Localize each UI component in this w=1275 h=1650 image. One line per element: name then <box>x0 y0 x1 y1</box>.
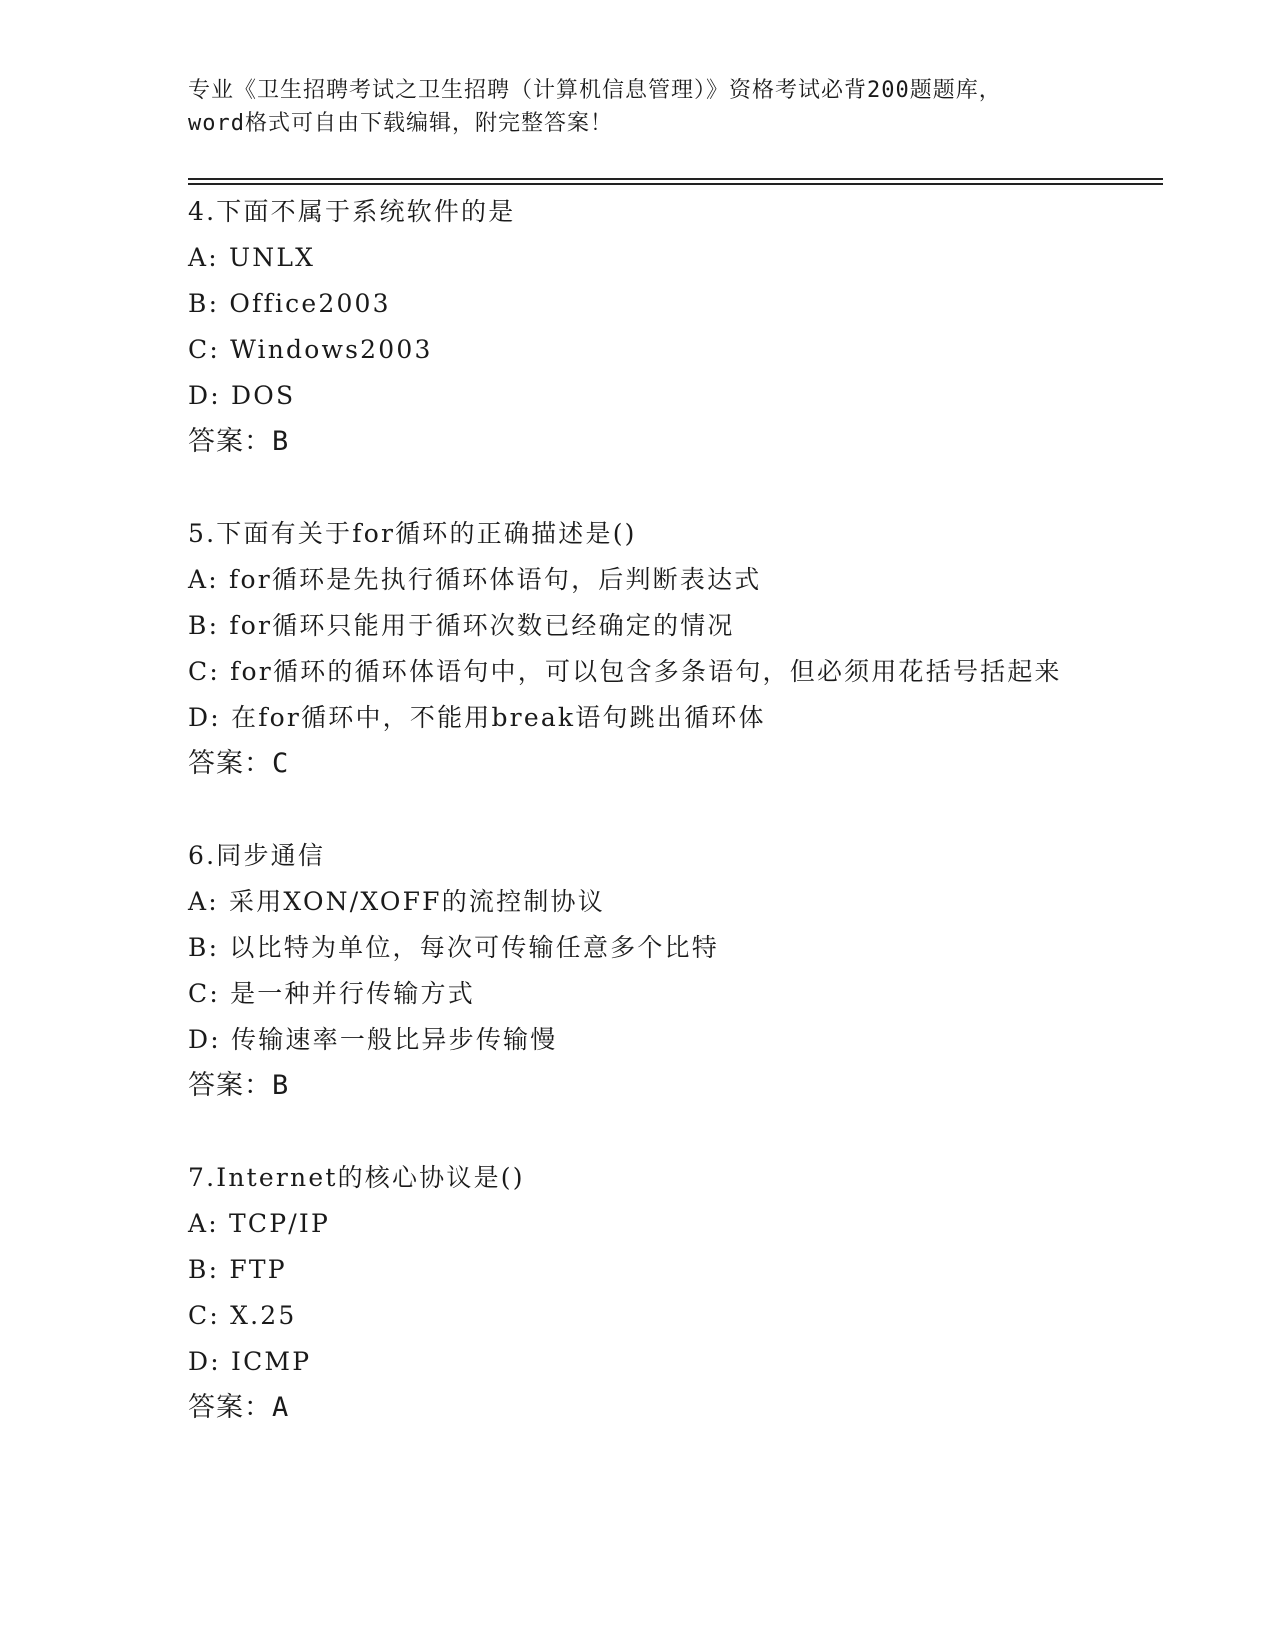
option-b: B: 以比特为单位，每次可传输任意多个比特 <box>188 933 719 962</box>
answer: 答案：B <box>188 426 290 457</box>
option-b: B: Office2003 <box>188 289 391 318</box>
question-stem: 4.下面不属于系统软件的是 <box>188 197 516 226</box>
question-stem: 7.Internet的核心协议是() <box>188 1163 525 1192</box>
option-d: D: ICMP <box>188 1347 312 1376</box>
document-header <box>188 74 1088 140</box>
answer: 答案：B <box>188 1070 290 1101</box>
question-stem: 5.下面有关于for循环的正确描述是() <box>188 519 637 548</box>
option-d: D: 传输速率一般比异步传输慢 <box>188 1025 558 1054</box>
option-c: C: 是一种并行传输方式 <box>188 979 475 1008</box>
option-c: C: for循环的循环体语句中，可以包含多条语句，但必须用花括号括起来 <box>188 657 1062 686</box>
question-7 <box>188 1155 1148 1431</box>
option-b: B: for循环只能用于循环次数已经确定的情况 <box>188 611 735 640</box>
option-c: C: X.25 <box>188 1301 297 1330</box>
option-b: B: FTP <box>188 1255 287 1284</box>
option-a: A: TCP/IP <box>188 1209 330 1238</box>
question-list <box>188 189 1148 1431</box>
option-d: D: DOS <box>188 381 296 410</box>
header-title-line-2: word格式可自由下载编辑，附完整答案！ <box>188 111 613 136</box>
answer: 答案：C <box>188 748 290 779</box>
header-title-line-1: 专业《卫生招聘考试之卫生招聘（计算机信息管理）》资格考试必背200题题库， <box>188 78 1002 103</box>
question-stem: 6.同步通信 <box>188 841 326 870</box>
option-c: C: Windows2003 <box>188 335 433 364</box>
option-d: D: 在for循环中，不能用break语句跳出循环体 <box>188 703 766 732</box>
question-5 <box>188 511 1148 787</box>
option-a: A: 采用XON/XOFF的流控制协议 <box>188 887 605 916</box>
answer: 答案：A <box>188 1392 290 1423</box>
option-a: A: for循环是先执行循环体语句，后判断表达式 <box>188 565 762 594</box>
option-a: A: UNLX <box>188 243 316 272</box>
question-6 <box>188 833 1148 1109</box>
header-divider-bottom <box>188 183 1163 185</box>
question-4 <box>188 189 1148 465</box>
header-divider-top <box>188 178 1163 180</box>
